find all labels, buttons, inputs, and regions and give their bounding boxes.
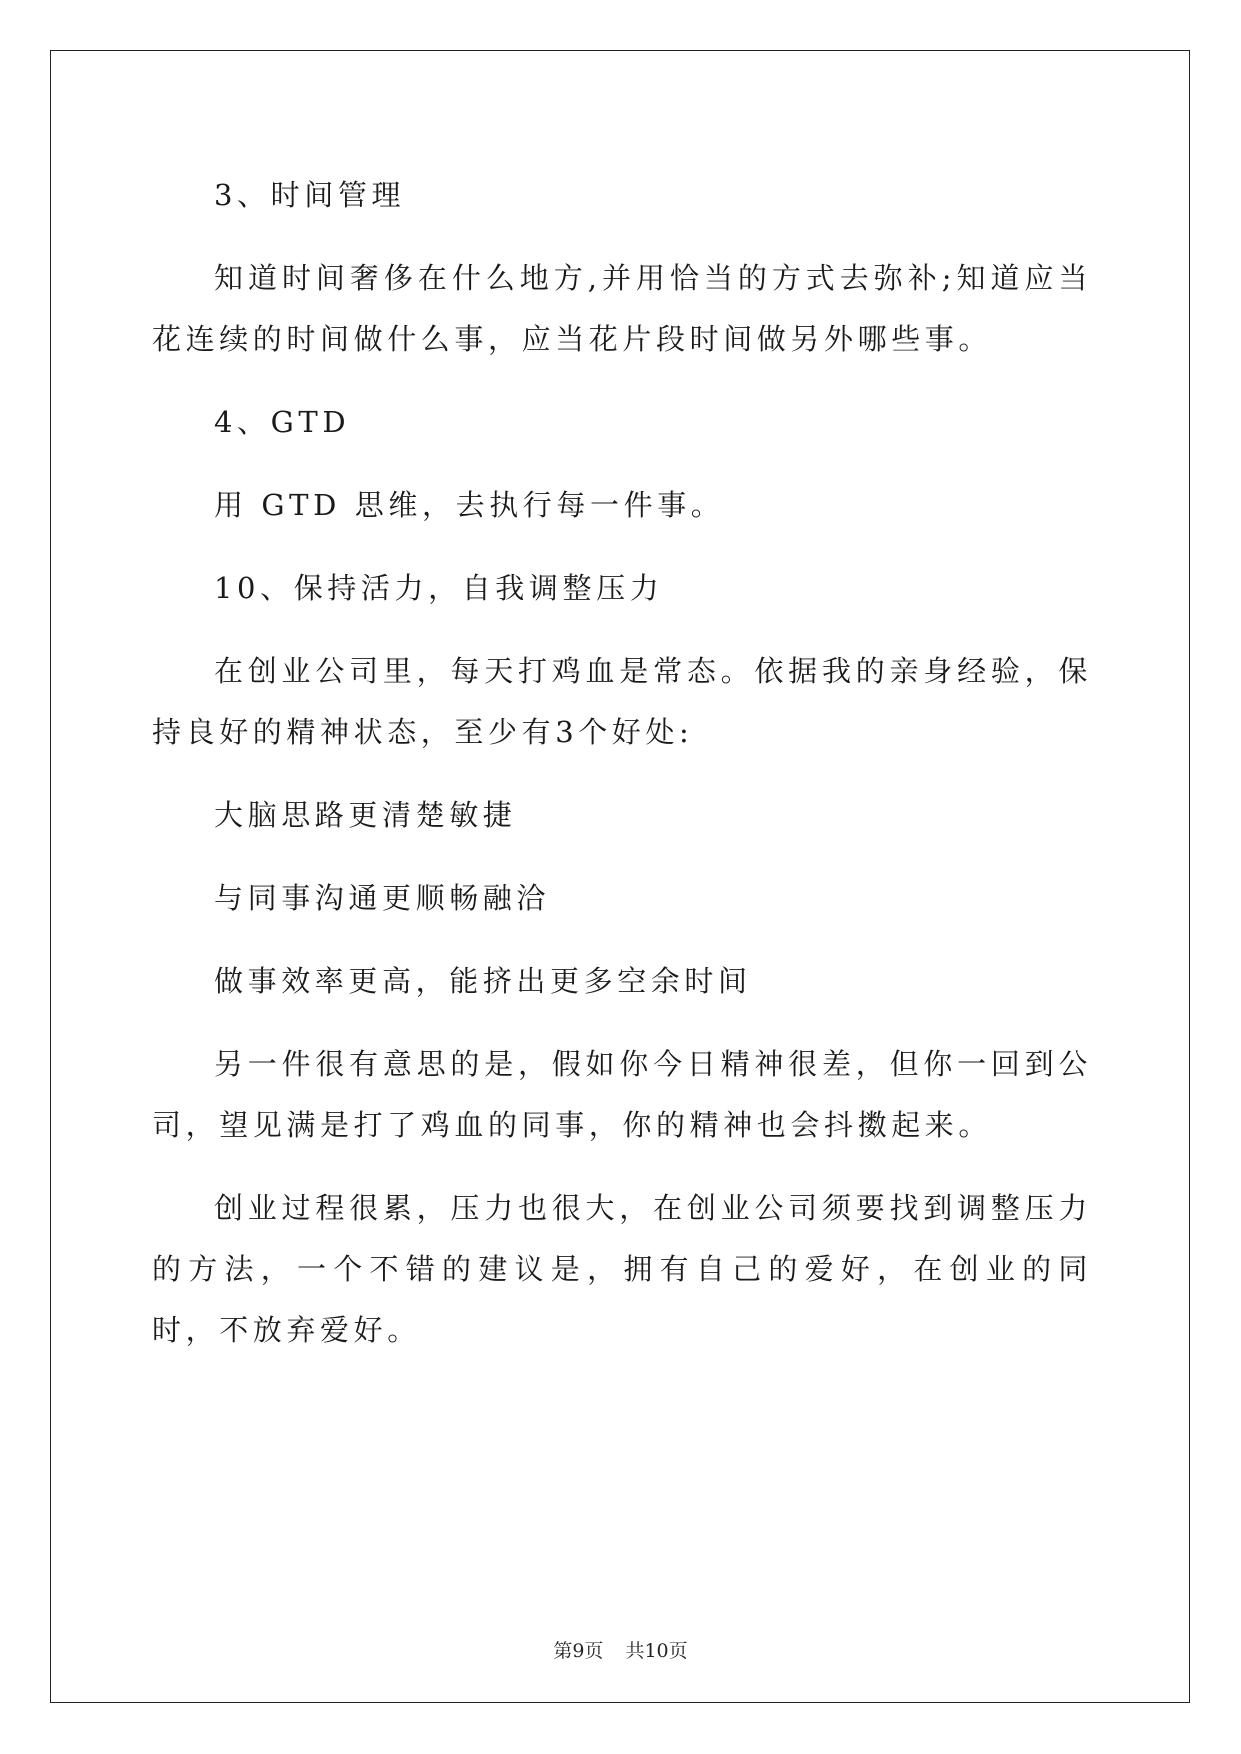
- paragraph-spirit-contagion: 另一件很有意思的是，假如你今日精神很差，但你一回到公司，望见满是打了鸡血的同事，你的精神也会抖擞起来。: [152, 1047, 1092, 1142]
- benefit-item-3: 做事效率更高，能挤出更多空余时间: [214, 964, 752, 998]
- document-body: [152, 165, 1092, 1383]
- paragraph-gtd: 用 GTD 思维，去执行每一件事。: [214, 488, 725, 522]
- paragraph-time-management: 知道时间奢侈在什么地方,并用恰当的方式去弥补;知道应当花连续的时间做什么事，应当花片段时间做另外哪些事。: [152, 261, 1092, 356]
- paragraph-startup-energy: 在创业公司里，每天打鸡血是常态。依据我的亲身经验，保持良好的精神状态，至少有3个好处:: [152, 654, 1092, 749]
- benefit-item-1: 大脑思路更清楚敏捷: [214, 798, 517, 832]
- page-number-total: 共10页: [625, 1640, 688, 1662]
- benefit-item-2: 与同事沟通更顺畅融洽: [214, 881, 551, 915]
- page-number-current: 第9页: [553, 1640, 604, 1662]
- heading-stay-energetic: 10、保持活力，自我调整压力: [214, 571, 664, 605]
- heading-time-management: 3、时间管理: [214, 178, 406, 212]
- page-footer: [0, 1636, 1241, 1663]
- heading-gtd: 4、GTD: [214, 405, 351, 439]
- paragraph-stress-hobby: 创业过程很累，压力也很大，在创业公司须要找到调整压力的方法，一个不错的建议是，拥有自己的爱好，在创业的同时，不放弃爱好。: [152, 1191, 1092, 1347]
